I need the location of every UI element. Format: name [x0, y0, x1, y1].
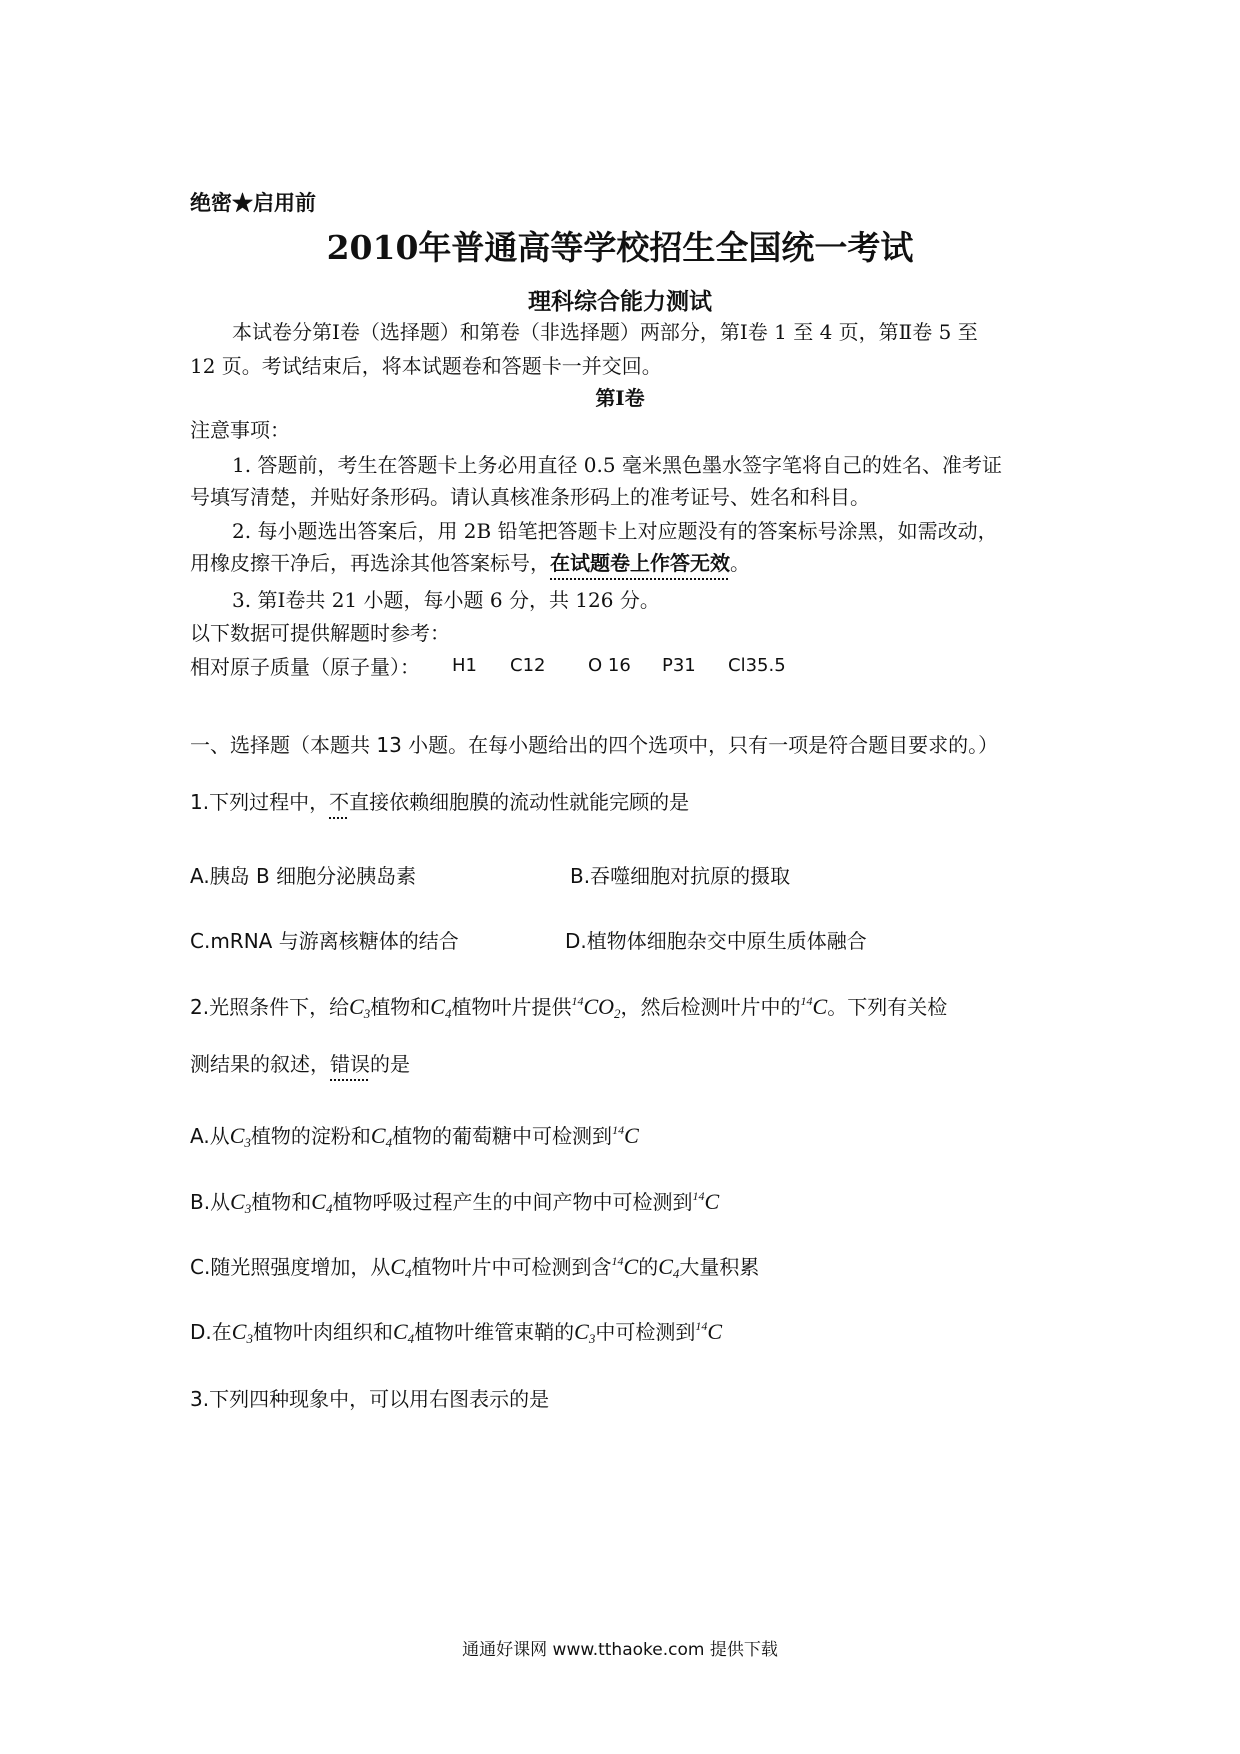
q1-option-c: C.mRNA 与游离核糖体的结合 — [190, 929, 459, 953]
q2-text: ，然后检测叶片中的 — [620, 995, 801, 1019]
q2c-text: 的 — [638, 1255, 659, 1279]
notice-item-2-text: 用橡皮擦干净后，再选涂其他答案标号， — [190, 551, 550, 575]
carbon-14-dioxide-symbol: $^{14}CO_2$ — [571, 994, 621, 1021]
part1-heading: 一、选择题（本题共 13 小题。在每小题给出的四个选项中，只有一项是符合题目要求的。） — [190, 733, 999, 757]
c4-symbol: $C_4$ — [392, 1319, 415, 1346]
question-2-stem-line-1 — [190, 994, 947, 1022]
q1-option-a: A.胰岛 B 细胞分泌胰岛素 — [190, 864, 417, 888]
q2d-text: 植物叶维管束鞘的 — [414, 1320, 575, 1344]
q2-option-c — [190, 1254, 759, 1282]
q2-text: 测结果的叙述， — [190, 1052, 330, 1076]
c3-symbol: $C_3$ — [231, 1319, 253, 1346]
q1-stem-end: 直接依赖细胞膜的流动性就能完顾的是 — [349, 790, 690, 814]
q2b-text: B.从 — [190, 1190, 231, 1214]
carbon-14-symbol: $^{14}$C — [695, 1319, 723, 1344]
question-3-stem: 3.下列四种现象中，可以用右图表示的是 — [190, 1387, 550, 1411]
q2d-text: D.在 — [190, 1320, 232, 1344]
atomic-mass-c: C12 — [510, 655, 546, 676]
section-label: 第Ⅰ卷 — [595, 386, 645, 410]
q2-option-a — [190, 1123, 639, 1151]
q2a-text: 植物的淀粉和 — [250, 1124, 371, 1148]
q2-text: 2.光照条件下，给 — [190, 995, 350, 1019]
exam-subtitle: 理科综合能力测试 — [528, 288, 712, 315]
notice-heading: 注意事项： — [190, 418, 290, 442]
carbon-14-symbol: $^{14}$C — [612, 1123, 639, 1148]
exam-title: 2010年普通高等学校招生全国统一考试 — [326, 228, 914, 267]
q2-option-d — [190, 1319, 722, 1347]
c4-symbol: $C_4$ — [658, 1254, 680, 1281]
carbon-14-symbol: $^{14}$C — [611, 1254, 639, 1279]
c3-symbol: $C_3$ — [574, 1319, 596, 1346]
intro-line-1: 本试卷分第Ⅰ卷（选择题）和第卷（非选择题）两部分，第Ⅰ卷 1 至 4 页，第Ⅱ卷 5 至 — [232, 320, 978, 344]
notice-item-3: 3. 第Ⅰ卷共 21 小题，每小题 6 分，共 126 分。 — [232, 588, 660, 612]
atomic-mass-cl: Cl35.5 — [728, 655, 786, 676]
atomic-mass-o: O 16 — [588, 655, 631, 676]
notice-item-2-end: 。 — [730, 551, 750, 575]
q2c-text: C.随光照强度增加，从 — [190, 1255, 391, 1279]
q2-text: 的是 — [370, 1052, 410, 1076]
q2c-text: 大量积累 — [679, 1255, 760, 1279]
q2b-text: 植物和 — [251, 1190, 312, 1214]
notice-item-2-line-2 — [190, 551, 750, 575]
q2d-text: 中可检测到 — [595, 1320, 696, 1344]
notice-item-2-line-1: 2. 每小题选出答案后，用 2B 铅笔把答题卡上对应题没有的答案标号涂黑，如需改动， — [232, 519, 998, 543]
atomic-mass-h: H1 — [452, 655, 477, 676]
notice-item-1-line-2: 号填写清楚，并贴好条形码。请认真核准条形码上的准考证号、姓名和科目。 — [190, 485, 870, 509]
q2a-text: 植物的葡萄糖中可检测到 — [392, 1124, 613, 1148]
intro-line-2: 12 页。考试结束后，将本试题卷和答题卡一并交回。 — [190, 354, 662, 378]
q1-option-b: B.吞噬细胞对抗原的摄取 — [570, 864, 791, 888]
c3-symbol: $C_3$ — [229, 1123, 251, 1150]
q2-text: 。下列有关检 — [827, 995, 948, 1019]
footer-source: 通通好课网 www.tthaoke.com 提供下载 — [462, 1640, 778, 1660]
atomic-mass-label: 相对原子质量（原子量）： — [190, 655, 420, 679]
q1-option-d: D.植物体细胞杂交中原生质体融合 — [565, 929, 867, 953]
carbon-14-symbol: $^{14}$C — [800, 994, 828, 1019]
question-2-stem-line-2 — [190, 1052, 410, 1076]
c4-symbol: $C_4$ — [370, 1123, 393, 1150]
q2c-text: 植物叶片中可检测到含 — [411, 1255, 612, 1279]
c4-symbol: $C_4$ — [311, 1189, 333, 1216]
invalid-answer-warning: 在试题卷上作答无效 — [550, 551, 730, 575]
q2b-text: 植物呼吸过程产生的中间产物中可检测到 — [332, 1190, 693, 1214]
c3-symbol: $C_3$ — [349, 994, 371, 1021]
q1-emphasis-not: 不 — [329, 790, 350, 814]
question-1-stem — [190, 790, 689, 814]
q2a-text: A.从 — [190, 1124, 230, 1148]
q2-option-b — [190, 1189, 719, 1217]
carbon-14-symbol: $^{14}$C — [692, 1189, 720, 1214]
q2-text: 植物叶片提供 — [451, 995, 572, 1019]
data-reference-note: 以下数据可提供解题时参考： — [190, 621, 450, 645]
q2d-text: 植物叶肉组织和 — [252, 1320, 393, 1344]
c4-symbol: $C_4$ — [390, 1254, 412, 1281]
notice-item-1-line-1: 1. 答题前，考生在答题卡上务必用直径 0.5 毫米黑色墨水签字笔将自己的姓名、准考证 — [232, 453, 1002, 477]
q1-stem-start: 1.下列过程中， — [190, 790, 330, 814]
confidential-label: 绝密★启用前 — [190, 190, 316, 215]
atomic-mass-p: P31 — [662, 655, 696, 676]
c4-symbol: $C_4$ — [430, 994, 452, 1021]
c3-symbol: $C_3$ — [230, 1189, 252, 1216]
q2-text: 植物和 — [370, 995, 431, 1019]
q2-emphasis-wrong: 错误 — [330, 1052, 370, 1076]
